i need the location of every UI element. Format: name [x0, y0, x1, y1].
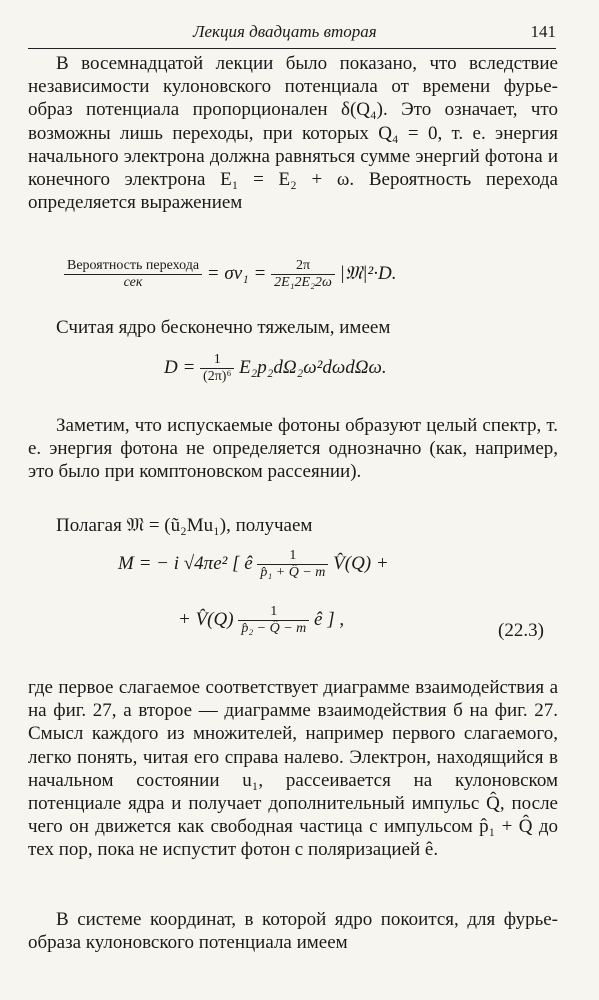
eq2-denominator: (2π)⁶	[203, 369, 232, 384]
eq3-line2-denominator: p̂₂ − Q̂ − m	[241, 621, 307, 636]
eq1-tail: |𝔐|²·D.	[334, 262, 397, 284]
eq2-numerator: 1	[200, 352, 234, 369]
paragraph-5: где первое слагаемое соответствует диаграмме взаимодействия а на фиг. 27, а второе — диаграмме взаимодействия б на фиг. 27. Смысл каждого из множителей, например первого слагаемого, легко понять, читая его справа налево. Электрон, находящийся в начальном состоянии u₁, рассеивается на кулоновском потенциале ядра и получает дополнительный импульс Q̂, после чего он движется как свободная частица с импульсом p̂₁ + Q̂ до тех пор, пока не испустит фотон с поляризацией ê.	[28, 677, 558, 861]
eq3-line2-rhs: ê ] ,	[309, 608, 345, 630]
eq1-numerator: Вероятность перехода	[64, 258, 202, 275]
eq3-line1-denominator: p̂₁ + Q̂ − m	[260, 565, 326, 580]
eq3-line1-rhs: V̂(Q) +	[328, 552, 389, 574]
eq3-line2-lhs: + V̂(Q)	[178, 608, 239, 630]
eq3-line1-numerator: 1	[257, 548, 328, 565]
paragraph-3: Заметим, что испускаемые фотоны образуют целый спектр, т. е. энергия фотона не определяется однозначно (как, например, это было при комптоновском рассеянии).	[28, 415, 558, 483]
equation-M-line2	[178, 604, 344, 637]
paragraph-1: В восемнадцатой лекции было показано, что вследствие независимости кулоновского потенциала от времени фурье-образ потенциала пропорционален δ(Q₄). Это означает, что возможны лишь переходы, при которых Q₄ = 0, т. е. энергия начального электрона должна равняться сумме энергий фотона и конечного электрона E₁ = E₂ + ω. Вероятность перехода определяется выражением	[28, 53, 558, 214]
eq3-line2-numerator: 1	[238, 604, 309, 621]
page-number: 141	[530, 22, 556, 41]
eq3-line1-lhs: M = − i √4πe² [ ê	[118, 552, 258, 574]
paragraph-6: В системе координат, в которой ядро покоится, для фурье-образа кулоновского потенциала имеем	[28, 909, 558, 954]
eq1-frac2-denominator: 2E₁2E₂2ω	[274, 275, 332, 290]
eq1-denominator: сек	[123, 275, 143, 290]
eq2-lhs: D =	[164, 356, 201, 378]
paragraph-4: Полагая 𝔐 = (ũ₂Mu₁), получаем	[56, 515, 313, 536]
equation-D	[164, 352, 387, 385]
eq1-middle: = σv₁ =	[202, 262, 272, 284]
equation-M-line1	[118, 548, 389, 581]
equation-number: (22.3)	[498, 620, 544, 641]
eq1-frac2-numerator: 2π	[271, 258, 335, 275]
running-header	[28, 22, 556, 49]
equation-probability	[64, 258, 396, 291]
eq2-rhs: E₂p₂dΩ₂ω²dωdΩω.	[234, 356, 387, 378]
running-title: Лекция двадцать вторая	[193, 22, 377, 41]
paragraph-2: Считая ядро бесконечно тяжелым, имеем	[56, 317, 391, 338]
